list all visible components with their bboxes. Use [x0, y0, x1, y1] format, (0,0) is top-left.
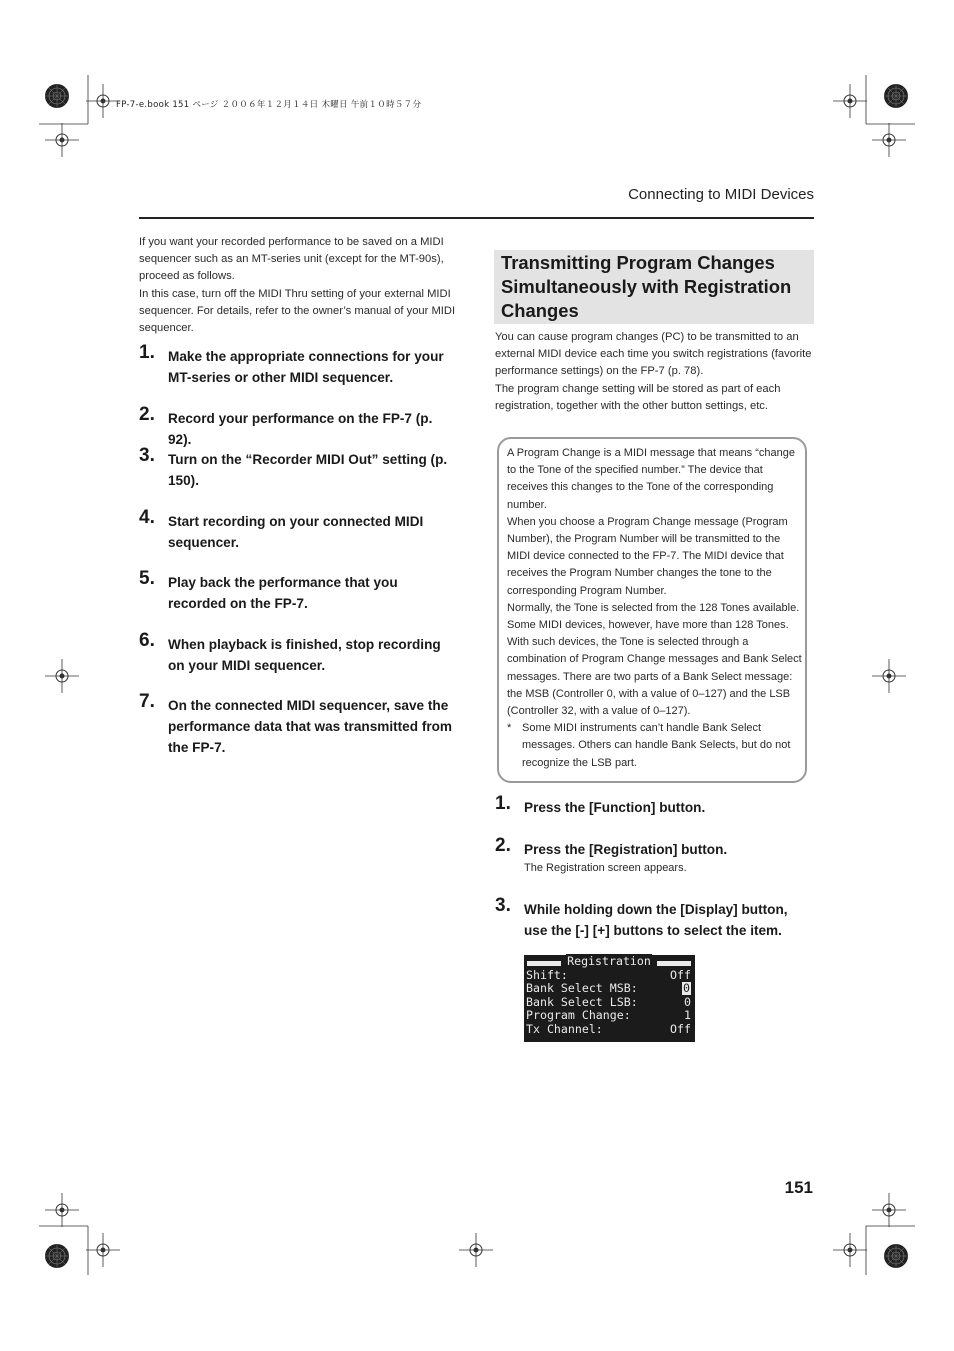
- intro-paragraph: You can cause program changes (PC) to be transmitted to an external MIDI device each time you switch registrations (favorite performance settings) on the FP-7 (p. 78).: [495, 331, 812, 378]
- lcd-title: Registration: [567, 954, 651, 968]
- step: [139, 568, 459, 614]
- step-text: Record your performance on the FP-7 (p. 92).: [168, 411, 433, 447]
- lcd-label: Bank Select MSB:: [526, 981, 638, 995]
- memo-paragraph: When you choose a Program Change message (Program Number), the Program Number will be transmitted to the MIDI device connected to the FP-7. The MIDI device that receives the Program Number changes the tone to the corresponding Program Number.: [507, 515, 788, 597]
- lcd-row: [526, 969, 692, 982]
- lcd-label: Program Change:: [526, 1008, 631, 1022]
- intro-paragraph: The program change setting will be stored as part of each registration, together with the other button settings, etc.: [495, 382, 781, 412]
- lcd-row: [526, 1009, 692, 1022]
- right-intro: [495, 329, 813, 415]
- step: [139, 342, 459, 388]
- lcd-value: Off: [670, 1021, 691, 1036]
- step-result: The Registration screen appears.: [524, 862, 687, 874]
- lcd-row: [526, 982, 692, 995]
- step: [139, 404, 459, 450]
- step-text: Start recording on your connected MIDI sequencer.: [168, 514, 424, 550]
- step-number: 7.: [139, 691, 155, 712]
- memo-footnote: [507, 720, 803, 772]
- step-text: Press the [Registration] button.: [524, 842, 728, 857]
- lcd-value-selected: 0: [683, 981, 690, 995]
- step-number: 3.: [495, 895, 511, 916]
- asterisk-mark: *: [507, 722, 512, 735]
- step-number: 6.: [139, 630, 155, 651]
- step-number: 2.: [139, 404, 155, 425]
- step: [139, 630, 459, 676]
- memo-box: [497, 437, 807, 783]
- step-text: Turn on the “Recorder MIDI Out” setting (p. 150).: [168, 452, 448, 488]
- step: [139, 691, 459, 758]
- step-number: 2.: [495, 835, 511, 856]
- file-note: FP-7-e.book 151 ページ ２００６年１２月１４日 木曜日 午前１０時５７分: [116, 100, 422, 110]
- lcd-value: 0: [684, 994, 691, 1009]
- step-number: 5.: [139, 568, 155, 589]
- lcd-value: Off: [670, 967, 691, 982]
- step-text: On the connected MIDI sequencer, save the performance data that was transmitted from the FP-7.: [168, 698, 453, 755]
- lcd-title-bar: [527, 961, 561, 966]
- step: [495, 895, 813, 941]
- step-text: While holding down the [Display] button, use the [-] [+] buttons to select the item.: [524, 902, 788, 938]
- step: [139, 445, 459, 491]
- intro-paragraph: In this case, turn off the MIDI Thru setting of your external MIDI sequencer. For details, refer to the owner’s manual of your MIDI sequencer.: [139, 287, 456, 335]
- memo-paragraph: A Program Change is a MIDI message that means “change to the Tone of the specified number.” The device that receives this changes to the Tone of the corresponding number.: [507, 447, 795, 511]
- step-number: 1.: [495, 793, 511, 814]
- header-rule: [139, 217, 814, 219]
- lcd-screen: [524, 955, 695, 1042]
- page-number: 151: [784, 1178, 813, 1197]
- step-number: 1.: [139, 342, 155, 363]
- lcd-label: Bank Select LSB:: [526, 994, 638, 1009]
- lcd-label: Tx Channel:: [526, 1021, 603, 1036]
- memo-paragraph: Normally, the Tone is selected from the 128 Tones available. Some MIDI devices, however, have more than 128 Tones. With such devices, the Tone is selected through a combination of Program Change messages and Bank Select messages. There are two parts of a Bank Select message: the MSB (Controller 0, with a value of 0–127) and the LSB (Controller 32, with a value of 0–127).: [507, 601, 802, 718]
- lcd-label: Shift:: [526, 967, 568, 982]
- lcd-row: [526, 1023, 692, 1036]
- lcd-title-bar: [657, 961, 691, 966]
- step-text: Press the [Function] button.: [524, 800, 706, 815]
- section-heading-box: [494, 250, 814, 324]
- step-text: When playback is finished, stop recording on your MIDI sequencer.: [168, 637, 441, 673]
- step-number: 4.: [139, 507, 155, 528]
- step-text: Make the appropriate connections for your MT-series or other MIDI sequencer.: [168, 349, 444, 385]
- lcd-row: [526, 996, 692, 1009]
- step-text: Play back the performance that you recorded on the FP-7.: [168, 575, 398, 611]
- step: [495, 835, 813, 877]
- section-title: Connecting to MIDI Devices: [628, 186, 814, 203]
- lcd-title-row: [526, 955, 692, 968]
- left-intro: [139, 234, 459, 337]
- section-heading: Transmitting Program Changes Simultaneously with Registration Changes: [501, 252, 792, 321]
- step: [139, 507, 459, 553]
- step: [495, 793, 813, 818]
- intro-paragraph: If you want your recorded performance to be saved on a MIDI sequencer such as an MT-series unit (except for the MT-90s), proceed as follows.: [139, 236, 444, 283]
- footnote-text: Some MIDI instruments can’t handle Bank Select messages. Others can handle Bank Selects, but do not recognize the LSB part.: [522, 722, 791, 769]
- memo-content: [507, 445, 803, 772]
- lcd-value: 1: [684, 1008, 691, 1022]
- step-number: 3.: [139, 445, 155, 466]
